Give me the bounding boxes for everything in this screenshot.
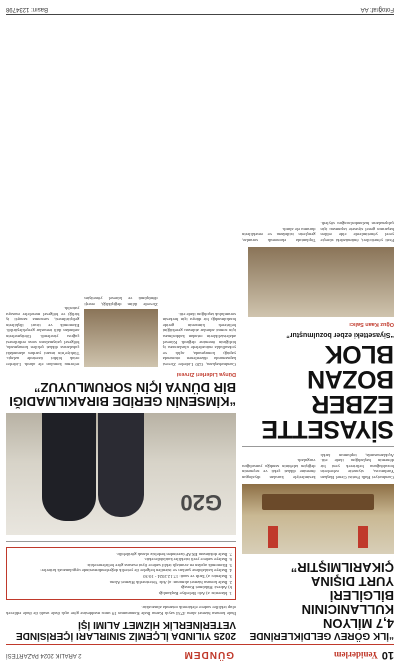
main-article-body	[6, 296, 236, 367]
footer-right-text: Basın: 1234798	[6, 6, 49, 12]
notice-item: 6. İhaleye sadece yerli istekliler katılabilecektir.	[144, 557, 232, 563]
article-body-1: Cumhuriyet Halk Partisi Genel Başkan Yardımcısı, siyasette ezberlerin bozulduğunu belirterek yeni bir dönemin başladığını ifade etti. Açıklamasında, toplumun farklı kesimleriyle kurulan diyalogun önemine dikkat çekti ve seçmenin değişim talebinin sandığa yansıdığını vurguladı.	[242, 452, 394, 480]
main-headline-line-2: BİR DÜNYA İÇİN SORUMLUYUZ”	[34, 380, 236, 396]
big-headline-line-1: SİYASETTE EZBER	[261, 390, 394, 444]
main-article-paragraph-3: Görüşmelerin ardından ikili temaslar gerçekleştirildi. Ekonomik ve ticari ilişkilerin geliştirilmesi, savunma sanayii iş birliği ve bölgesel meseleler masaya yatırıldı.	[6, 306, 80, 340]
g20-summit-photo	[6, 413, 236, 535]
article-subhead: Dünya Liderleri Zirvesi	[176, 371, 236, 378]
byline: Oğuz Kaan Salıcı	[349, 321, 394, 328]
notice-item: 7. İhale dokümanı EKAP üzerinden bedelsiz olarak görülebilir.	[116, 551, 232, 557]
notice-item: 1. İdarenin: a) Adı: Belediye Başkanlığı	[158, 590, 232, 596]
article-headline-line-1: 4,7 MİLYON KULLANICININ BİLGİLERİ	[301, 588, 394, 631]
page-header	[6, 644, 394, 661]
notice-item: 2. İhale konusu hizmet alımının: a) Adı: Veterinerlik Hizmet Alımı	[109, 579, 232, 585]
article-headline-line-2: YURT DIŞINA ÇIKARILMIŞTIR”	[290, 560, 394, 589]
divider	[242, 446, 394, 447]
page-footer	[6, 6, 394, 15]
left-column	[242, 221, 394, 641]
page-number: 10	[381, 649, 394, 661]
notice-item: b) Adresi: Hükümet Konağı	[180, 585, 232, 591]
g20-logo: G20	[180, 490, 222, 516]
newspaper-logo: Yeniderlem	[334, 650, 378, 660]
flag-shape	[268, 526, 278, 548]
notice-item: 4. İhaleye katılabilme şartları ve istenilen belgeler ile yeterlik değerlendirmesinde uygulanacak kriterler:	[40, 568, 232, 574]
notice-intro: İhale konusu hizmet alımı 4734 sayılı Kamu İhale Kanununun 19 uncu maddesine göre açık ihale usulü ile ihale edilecek olup teklifler sadece elektronik ortamda alınacaktır.	[6, 605, 236, 616]
section-title: GÜNDEM	[183, 649, 234, 660]
meeting-photo	[242, 484, 394, 554]
notice-list	[6, 547, 236, 600]
big-headline-line-2: BOZAN BLOK	[307, 340, 394, 394]
person-silhouette	[98, 413, 144, 517]
notice-item: 5. Ekonomik açıdan en avantajlı teklif sadece fiyat esasına göre belirlenecektir.	[86, 562, 232, 568]
right-column	[6, 296, 236, 641]
main-headline-line-1: “KİMSENİN GERİDE BIRAKILMADIĞI	[9, 394, 236, 410]
meeting-table-shape	[262, 494, 374, 510]
flag-shape	[358, 526, 368, 548]
issue-date: 2 ARALIK 2024 PAZARTESİ	[6, 652, 82, 658]
main-article-paragraph-1: Cumhurbaşkanı, G20 Liderler Zirvesi kapsamında düzenlenen oturumda yaptığı konuşmada, açlık ve yoksullukla mücadelede uluslararası iş birliğinin önemine değindi. Küresel adaletsizliklerin ortadan kaldırılması için somut adımlar atılması gerektiğini belirterek kimsenin geride bırakılmadığı bir dünya için herkesin sorumluluk taşıdığını ifade etti.	[162, 311, 236, 368]
person-silhouette	[42, 413, 96, 521]
notice-headline: 2025 YILINDA İLÇEMİZ SINIRLARI İÇERİSİNDE VETERİNERLİK HİZMET ALIMI İŞİ	[15, 619, 236, 641]
article-body-2: Parti yöneticileri, önümüzdeki süreçte yerel yönetimlerde elde edilen başarının genel siyasete taşınması için çalışmaların hızlandırılacağını söyledi. Toplantıda ekonomik sorunlar, gençlerin istihdamı ve emeklilerin durumu ele alındı.	[242, 221, 394, 244]
office-photo	[248, 247, 394, 317]
divider	[6, 541, 236, 542]
footer-left-text: Fotoğraf: AA	[360, 6, 394, 12]
article-kicker: “İLK GÖREV GELDİKLERİNDE	[249, 630, 394, 641]
inline-photo	[84, 309, 157, 367]
notice-item: 3. İhalenin: a) Tarih ve saati: 17.12.2024 - 10:30	[143, 574, 232, 580]
main-article-paragraph-2: Zirvede iklim değişikliği, enerji dönüşümü ve küresel yönetişim reformu konuları ele alındı. Liderler ortak bildiri üzerinde uzlaştı. Türkiye'nin insani yardım alanındaki çabalarına dikkat çekilen konuşmada, bölgesel çatışmaların sona erdirilmesi çağrısı yinelendi.	[6, 296, 158, 368]
pull-quote: “Siyasetteki ezber bozulmuştur”	[286, 331, 394, 339]
